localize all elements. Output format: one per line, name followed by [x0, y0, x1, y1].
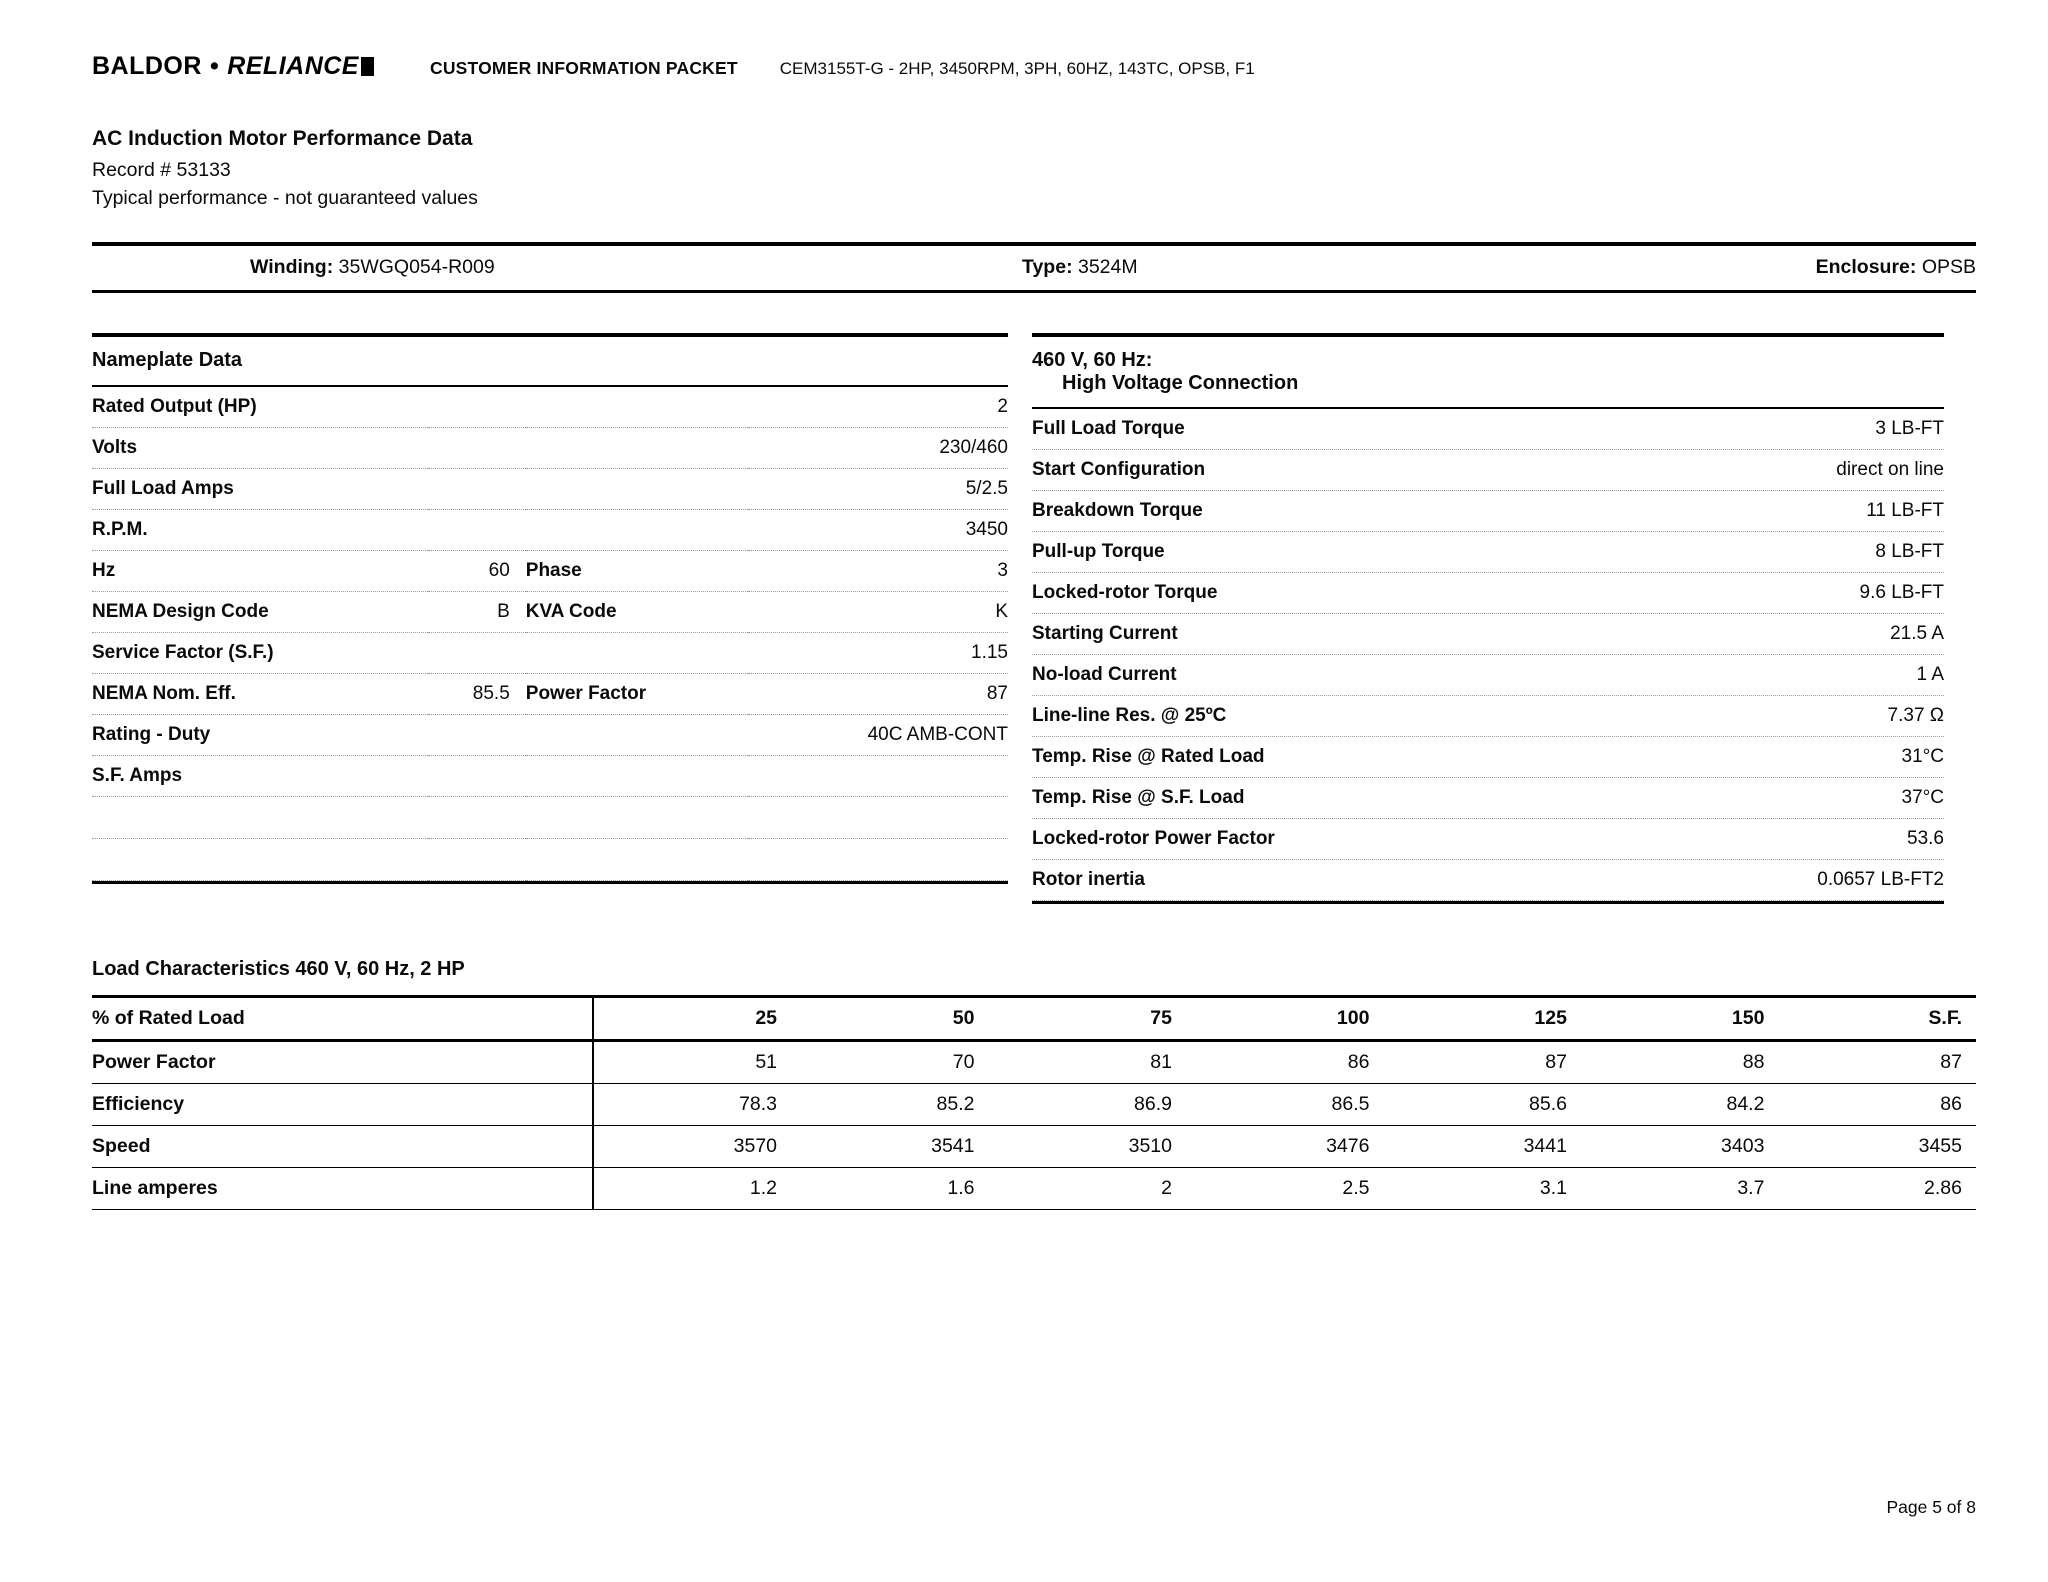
winding-cell — [92, 256, 792, 279]
row-value: 8 LB-FT — [1631, 532, 1944, 573]
row-value: 3403 — [1581, 1126, 1778, 1168]
table-row — [1032, 819, 1944, 860]
row-value: 3 LB-FT — [1631, 408, 1944, 450]
table-row — [92, 592, 1008, 633]
specs-columns — [92, 333, 1976, 904]
packet-subtitle: CEM3155T-G - 2HP, 3450RPM, 3PH, 60HZ, 143TC, OPSB, F1 — [779, 59, 1255, 78]
row-secondary-label — [526, 510, 749, 551]
page-title: AC Induction Motor Performance Data — [92, 127, 473, 150]
row-value: 86 — [1778, 1084, 1976, 1126]
disclaimer-text: Typical performance - not guaranteed values — [92, 187, 478, 209]
row-value: 87 — [1383, 1041, 1580, 1084]
row-value: 40C AMB-CONT — [748, 715, 1008, 756]
table-row — [1032, 408, 1944, 450]
high-voltage-heading-line2: High Voltage Connection — [1062, 372, 1299, 394]
row-secondary-label — [526, 469, 749, 510]
column-header: 100 — [1186, 997, 1383, 1041]
row-value: 86.9 — [989, 1084, 1186, 1126]
row-label: Temp. Rise @ Rated Load — [1032, 737, 1631, 778]
row-label: Power Factor — [92, 1041, 593, 1084]
row-mid-value: 60 — [428, 551, 526, 592]
logo-separator-dot: • — [209, 52, 220, 80]
row-value: 31°C — [1631, 737, 1944, 778]
table-row — [92, 715, 1008, 756]
column-header: 75 — [989, 997, 1186, 1041]
column-header: 50 — [791, 997, 988, 1041]
row-label: NEMA Nom. Eff. — [92, 674, 428, 715]
row-value: 2.5 — [1186, 1168, 1383, 1210]
row-value: 1.2 — [593, 1168, 791, 1210]
table-row — [92, 551, 1008, 592]
row-value: 81 — [989, 1041, 1186, 1084]
table-row-spacer — [92, 839, 1008, 881]
page-footer: Page 5 of 8 — [1886, 1497, 1976, 1517]
high-voltage-bottom-rule — [1032, 901, 1944, 904]
row-secondary-label — [526, 715, 749, 756]
row-value: 1.6 — [791, 1168, 988, 1210]
table-header-row — [92, 997, 1976, 1041]
row-value: 88 — [1581, 1041, 1778, 1084]
row-label: R.P.M. — [92, 510, 428, 551]
column-header: 150 — [1581, 997, 1778, 1041]
row-label: Speed — [92, 1126, 593, 1168]
row-value: direct on line — [1631, 450, 1944, 491]
row-label: Starting Current — [1032, 614, 1631, 655]
nameplate-table — [92, 385, 1008, 881]
table-row — [1032, 655, 1944, 696]
enclosure-label: Enclosure: — [1815, 256, 1917, 278]
table-row — [1032, 491, 1944, 532]
column-header-label: % of Rated Load — [92, 997, 593, 1041]
row-label: Rated Output (HP) — [92, 386, 428, 428]
table-row — [92, 674, 1008, 715]
row-value: 3455 — [1778, 1126, 1976, 1168]
column-header: 25 — [593, 997, 791, 1041]
row-label: Full Load Torque — [1032, 408, 1631, 450]
row-secondary-label — [526, 756, 749, 797]
record-number: Record # 53133 — [92, 159, 231, 181]
table-row — [92, 386, 1008, 428]
row-secondary-label: KVA Code — [526, 592, 749, 633]
row-label: Locked-rotor Torque — [1032, 573, 1631, 614]
row-mid-value — [428, 428, 526, 469]
table-row — [92, 1084, 1976, 1126]
table-row — [92, 1041, 1976, 1084]
row-value: 53.6 — [1631, 819, 1944, 860]
table-row — [1032, 450, 1944, 491]
row-secondary-label: Power Factor — [526, 674, 749, 715]
row-value: 3476 — [1186, 1126, 1383, 1168]
row-value: 9.6 LB-FT — [1631, 573, 1944, 614]
row-label: Rating - Duty — [92, 715, 428, 756]
row-mid-value — [428, 715, 526, 756]
row-value: 86.5 — [1186, 1084, 1383, 1126]
row-label: Efficiency — [92, 1084, 593, 1126]
row-value: 3570 — [593, 1126, 791, 1168]
table-row — [92, 1126, 1976, 1168]
logo-baldor-text: BALDOR — [92, 52, 202, 80]
winding-summary-bar — [92, 242, 1976, 293]
table-row — [92, 428, 1008, 469]
spacer-cell — [526, 839, 749, 881]
table-row — [92, 756, 1008, 797]
column-header: 125 — [1383, 997, 1580, 1041]
row-label: Locked-rotor Power Factor — [1032, 819, 1631, 860]
row-mid-value — [428, 510, 526, 551]
row-value: 1 A — [1631, 655, 1944, 696]
row-secondary-label — [526, 386, 749, 428]
table-row — [92, 633, 1008, 674]
row-label: Line amperes — [92, 1168, 593, 1210]
row-value: 2.86 — [1778, 1168, 1976, 1210]
row-label: NEMA Design Code — [92, 592, 428, 633]
type-value: 3524M — [1077, 256, 1138, 278]
row-value: K — [748, 592, 1008, 633]
row-mid-value — [428, 633, 526, 674]
spacer-cell — [748, 839, 1008, 881]
row-secondary-label — [526, 633, 749, 674]
row-label: Start Configuration — [1032, 450, 1631, 491]
high-voltage-heading — [1032, 333, 1944, 407]
row-value: 0.0657 LB-FT2 — [1631, 860, 1944, 901]
row-label: Breakdown Torque — [1032, 491, 1631, 532]
row-secondary-label — [526, 428, 749, 469]
table-row — [92, 510, 1008, 551]
row-value: 3541 — [791, 1126, 988, 1168]
table-row — [92, 469, 1008, 510]
load-characteristics-title: Load Characteristics 460 V, 60 Hz, 2 HP — [92, 958, 465, 980]
table-row — [1032, 696, 1944, 737]
row-value: 5/2.5 — [748, 469, 1008, 510]
winding-value: 35WGQ054-R009 — [338, 256, 495, 278]
table-row-spacer — [92, 797, 1008, 839]
table-row — [1032, 614, 1944, 655]
winding-label: Winding: — [250, 256, 334, 278]
row-value: 70 — [791, 1041, 988, 1084]
table-row — [1032, 532, 1944, 573]
column-header: S.F. — [1778, 997, 1976, 1041]
packet-title: CUSTOMER INFORMATION PACKET — [430, 58, 738, 78]
row-value: 37°C — [1631, 778, 1944, 819]
row-value: 84.2 — [1581, 1084, 1778, 1126]
row-label: Line-line Res. @ 25ºC — [1032, 696, 1631, 737]
row-label: Rotor inertia — [1032, 860, 1631, 901]
type-cell — [792, 256, 1392, 279]
logo-block-icon — [361, 57, 374, 76]
table-row — [92, 1168, 1976, 1210]
nameplate-section — [92, 333, 1008, 904]
row-value: 3441 — [1383, 1126, 1580, 1168]
spacer-cell — [748, 797, 1008, 839]
row-mid-value: B — [428, 592, 526, 633]
row-value: 1.15 — [748, 633, 1008, 674]
type-label: Type: — [1022, 256, 1073, 278]
row-mid-value: 85.5 — [428, 674, 526, 715]
row-value: 87 — [1778, 1041, 1976, 1084]
row-value: 51 — [593, 1041, 791, 1084]
row-mid-value — [428, 386, 526, 428]
row-value: 21.5 A — [1631, 614, 1944, 655]
spacer-cell — [526, 797, 749, 839]
high-voltage-table — [1032, 407, 1944, 901]
row-value: 2 — [748, 386, 1008, 428]
table-row — [1032, 737, 1944, 778]
row-value: 2 — [989, 1168, 1186, 1210]
row-value: 3 — [748, 551, 1008, 592]
logo-reliance-text: RELIANCE — [227, 52, 359, 80]
row-label: S.F. Amps — [92, 756, 428, 797]
row-value: 7.37 Ω — [1631, 696, 1944, 737]
row-value: 78.3 — [593, 1084, 791, 1126]
load-characteristics-table — [92, 995, 1976, 1210]
page-header — [92, 52, 1976, 81]
row-label: Pull-up Torque — [1032, 532, 1631, 573]
enclosure-cell — [1392, 256, 1976, 279]
high-voltage-section — [1032, 333, 1944, 904]
spacer-cell — [428, 839, 526, 881]
row-value: 85.2 — [791, 1084, 988, 1126]
row-secondary-label: Phase — [526, 551, 749, 592]
row-label: Volts — [92, 428, 428, 469]
table-row — [1032, 860, 1944, 901]
spacer-cell — [428, 797, 526, 839]
baldor-reliance-logo — [92, 52, 374, 81]
row-value: 85.6 — [1383, 1084, 1580, 1126]
row-value: 87 — [748, 674, 1008, 715]
row-label: Service Factor (S.F.) — [92, 633, 428, 674]
nameplate-bottom-rule — [92, 881, 1008, 884]
spacer-cell — [92, 797, 428, 839]
spacer-cell — [92, 839, 428, 881]
row-label: Full Load Amps — [92, 469, 428, 510]
row-value: 3450 — [748, 510, 1008, 551]
row-mid-value — [428, 469, 526, 510]
row-label: Temp. Rise @ S.F. Load — [1032, 778, 1631, 819]
row-value: 3.7 — [1581, 1168, 1778, 1210]
row-value — [748, 756, 1008, 797]
row-value: 3510 — [989, 1126, 1186, 1168]
row-value: 230/460 — [748, 428, 1008, 469]
row-label: Hz — [92, 551, 428, 592]
table-row — [1032, 778, 1944, 819]
row-label: No-load Current — [1032, 655, 1631, 696]
table-row — [1032, 573, 1944, 614]
row-value: 3.1 — [1383, 1168, 1580, 1210]
enclosure-value: OPSB — [1921, 256, 1976, 278]
row-value: 86 — [1186, 1041, 1383, 1084]
high-voltage-heading-line1: 460 V, 60 Hz: — [1032, 349, 1153, 371]
row-value: 11 LB-FT — [1631, 491, 1944, 532]
row-mid-value — [428, 756, 526, 797]
nameplate-heading: Nameplate Data — [92, 333, 1008, 385]
